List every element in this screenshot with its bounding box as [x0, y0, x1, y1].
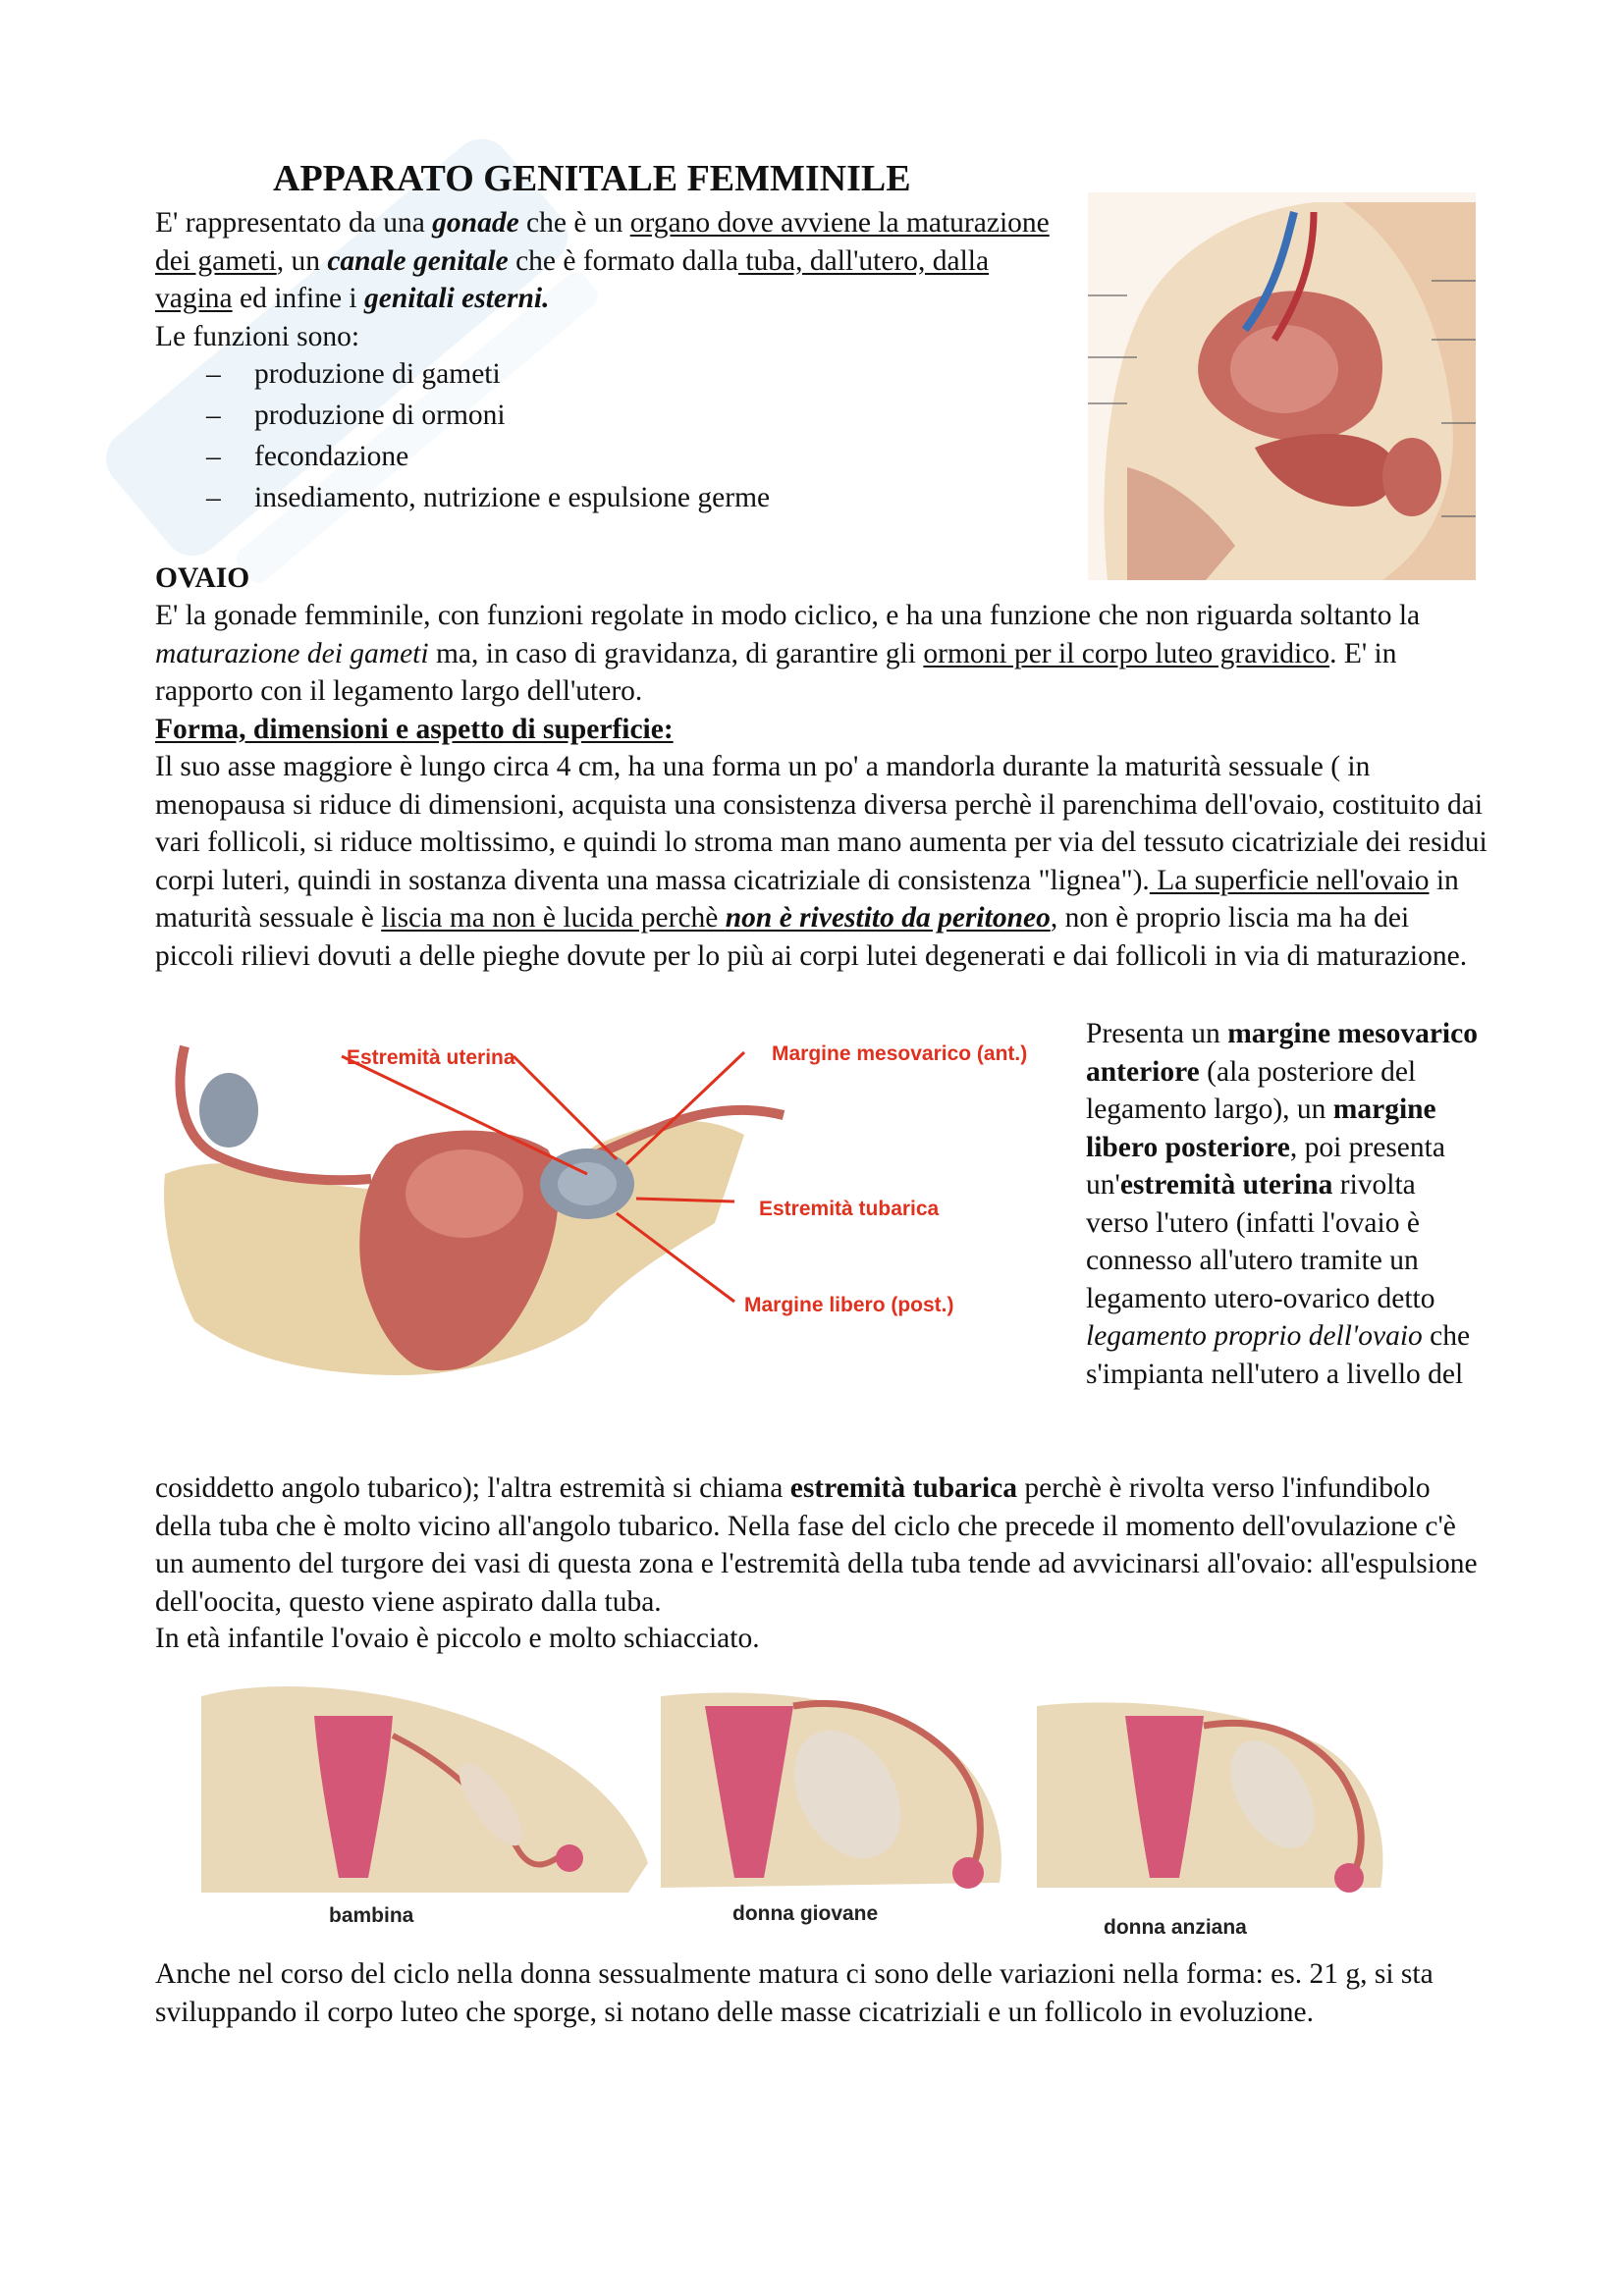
estremita-paragraph: cosiddetto angolo tubarico); l'altra estremità si chiama estremità tubarica perchè è rivolta verso l'infundibolo della tuba che è molto vicino all'angolo tubarico. Nella fase del ciclo che precede il momento dell'ovulazione c'è un aumento del turgore dei vasi di questa zona e l'estremità della tuba tende ad avvicinarsi all'ovaio: all'espulsione dell'oocita, questo viene aspirato dalla tuba.: [155, 1472, 1478, 1618]
forma-paragraph: Il suo asse maggiore è lungo circa 4 cm, ha una forma un po' a mandorla durante la maturità sessuale ( in menopausa si riduce di dimensioni, acquista una consistenza diversa perchè il parenchima dell'ovaio, costituito dai vari follicoli, si riduce moltissimo, e quindi lo stroma man mano aumenta per via del tessuto cicatriziale dei residui corpi luteri, quindi in sostanza diventa una massa cicatriziale di consistenza "lignea"). La superficie nell'ovaio in maturità sessuale è liscia ma non è lucida perchè non è rivestito da peritoneo, non è proprio liscia ma ha dei piccoli rilievi dovuti a delle pieghe dovute per lo più ai corpi lutei degenerati e dai follicoli in via di maturazione.: [155, 751, 1488, 972]
list-item: – produzione di gameti: [206, 358, 501, 390]
list-item: – insediamento, nutrizione e espulsione germe: [206, 482, 771, 513]
figure-bambina: [196, 1657, 658, 1932]
uterus-ovary-illustration: [155, 1027, 1080, 1384]
label-estremita-tubarica: Estremità tubarica: [759, 1198, 940, 1220]
section-heading-ovaio: OVAIO: [155, 562, 250, 594]
label-margine-mesovarico: Margine mesovarico (ant.): [772, 1042, 1028, 1065]
label-margine-libero: Margine libero (post.): [744, 1294, 954, 1316]
label-estremita-uterina: Estremità uterina: [347, 1046, 515, 1069]
margini-paragraph: Presenta un margine mesovarico anteriore (ala posteriore del legamento largo), un margine libero posteriore, poi presenta un'estremità uterina rivolta verso l'utero (infatti l'ovaio è connesso all'utero tramite un legamento utero-ovarico detto legamento proprio dell'ovaio che s'impianta nell'utero a livello del: [1086, 1018, 1478, 1390]
pelvis-illustration: [1088, 192, 1476, 580]
intro-paragraph: E' rappresentato da una gonade che è un organo dove avviene la maturazione dei gameti, un canale genitale che è formato dalla tuba, dall'utero, dalla vagina ed infine i genitali esterni. Le funzioni sono:: [155, 207, 1050, 352]
page-title: APPARATO GENITALE FEMMINILE: [273, 158, 911, 199]
ciclo-paragraph: Anche nel corso del ciclo nella donna sessualmente matura ci sono delle variazioni nella forma: es. 21 g, si sta sviluppando il corpo luteo che sporge, si notano delle masse cicatriziali e un follicolo in evoluzione.: [155, 1958, 1434, 2028]
figure-donna-anziana: [1027, 1677, 1404, 1942]
subsection-heading-forma: Forma, dimensioni e aspetto di superficie:: [155, 714, 674, 745]
caption-bambina: bambina: [329, 1904, 414, 1927]
infantile-paragraph: In età infantile l'ovaio è piccolo e molto schiacciato.: [155, 1623, 760, 1654]
list-item: – fecondazione: [206, 441, 409, 472]
caption-donna-giovane: donna giovane: [732, 1902, 879, 1925]
caption-donna-anziana: donna anziana: [1104, 1916, 1247, 1939]
ovaio-paragraph: E' la gonade femminile, con funzioni regolate in modo ciclico, e ha una funzione che non riguarda soltanto la maturazione dei gameti ma, in caso di gravidanza, di garantire gli ormoni per il corpo luteo gravidico. E' in rapporto con il legamento largo dell'utero.: [155, 600, 1421, 707]
figure-donna-giovane: [656, 1677, 1029, 1934]
list-item: – produzione di ormoni: [206, 400, 506, 431]
functions-list: [155, 355, 1039, 520]
